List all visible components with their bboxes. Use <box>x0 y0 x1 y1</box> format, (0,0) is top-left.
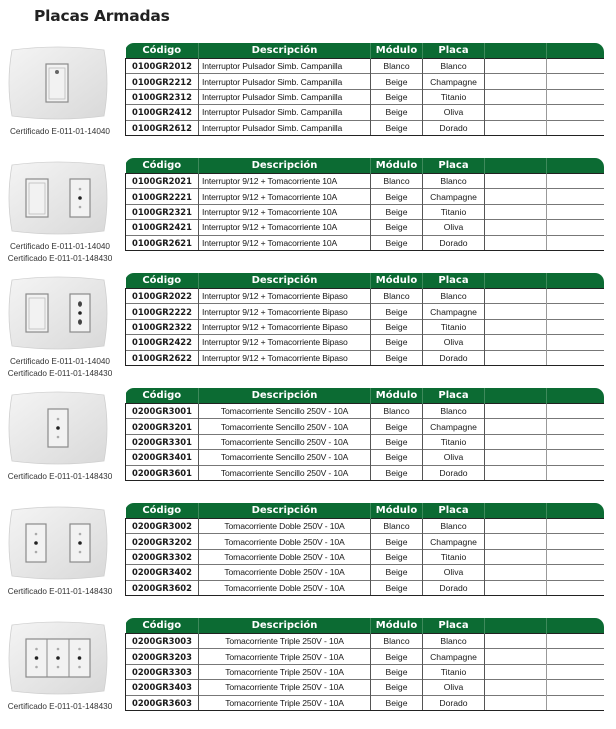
header-modulo: Módulo <box>371 388 423 404</box>
switch-plate-bell-pushbutton-icon <box>6 44 110 122</box>
table-row <box>126 174 605 189</box>
cell-blank <box>547 235 605 250</box>
table-row <box>126 565 605 580</box>
cell-placa: Oliva <box>423 680 485 695</box>
cell-descripcion: Tomacorriente Triple 250V - 10A <box>199 634 371 649</box>
cell-blank <box>547 335 605 350</box>
cell-blank <box>547 174 605 189</box>
cell-blank <box>485 89 547 104</box>
product-section <box>0 40 616 152</box>
cell-blank <box>485 174 547 189</box>
cell-blank <box>485 519 547 534</box>
cell-codigo: 0200GR3202 <box>126 534 199 549</box>
cell-codigo: 0100GR2622 <box>126 350 199 365</box>
cell-descripcion: Interruptor 9/12 + Tomacorriente 10A <box>199 174 371 189</box>
cell-blank <box>547 549 605 564</box>
cell-descripcion: Interruptor 9/12 + Tomacorriente 10A <box>199 189 371 204</box>
cell-codigo: 0100GR2022 <box>126 289 199 304</box>
header-blank-1 <box>485 618 547 634</box>
cell-blank <box>547 350 605 365</box>
table-row <box>126 404 605 419</box>
product-table <box>125 503 604 596</box>
cell-codigo: 0200GR3301 <box>126 434 199 449</box>
header-modulo: Módulo <box>371 158 423 174</box>
cell-placa: Blanco <box>423 519 485 534</box>
cell-modulo: Beige <box>371 204 423 219</box>
header-codigo: Código <box>126 158 199 174</box>
cell-blank <box>547 534 605 549</box>
cell-placa: Dorado <box>423 695 485 710</box>
cell-placa: Oliva <box>423 450 485 465</box>
certificate-label: Certificado E-011-01-148430 <box>7 702 113 711</box>
table-row <box>126 235 605 250</box>
cell-blank <box>485 120 547 135</box>
table-row <box>126 304 605 319</box>
header-descripcion: Descripción <box>199 388 371 404</box>
header-codigo: Código <box>126 618 199 634</box>
header-blank-1 <box>485 273 547 289</box>
cell-blank <box>547 89 605 104</box>
product-section <box>0 385 616 497</box>
cell-placa: Dorado <box>423 580 485 595</box>
cell-placa: Oliva <box>423 220 485 235</box>
cell-descripcion: Interruptor 9/12 + Tomacorriente Bipaso <box>199 304 371 319</box>
cell-codigo: 0100GR2321 <box>126 204 199 219</box>
cell-blank <box>485 534 547 549</box>
cell-modulo: Blanco <box>371 634 423 649</box>
cell-modulo: Beige <box>371 235 423 250</box>
cell-codigo: 0200GR3201 <box>126 419 199 434</box>
cell-blank <box>547 649 605 664</box>
cell-blank <box>485 289 547 304</box>
cell-descripcion: Interruptor 9/12 + Tomacorriente 10A <box>199 220 371 235</box>
cell-descripcion: Tomacorriente Doble 250V - 10A <box>199 549 371 564</box>
header-descripcion: Descripción <box>199 43 371 59</box>
cell-descripcion: Tomacorriente Triple 250V - 10A <box>199 695 371 710</box>
triple-outlet-plate-icon <box>6 619 110 697</box>
product-table <box>125 618 604 711</box>
cell-placa: Titanio <box>423 319 485 334</box>
cell-modulo: Beige <box>371 664 423 679</box>
table-row <box>126 549 605 564</box>
certificate-label: Certificado E-011-01-148430 <box>7 472 113 481</box>
table-row <box>126 634 605 649</box>
cell-blank <box>485 319 547 334</box>
header-modulo: Módulo <box>371 273 423 289</box>
table-row <box>126 450 605 465</box>
header-modulo: Módulo <box>371 503 423 519</box>
cell-codigo: 0200GR3302 <box>126 549 199 564</box>
product-section <box>0 615 616 727</box>
cell-blank <box>547 565 605 580</box>
cell-codigo: 0100GR2612 <box>126 120 199 135</box>
cell-blank <box>485 235 547 250</box>
cell-placa: Dorado <box>423 350 485 365</box>
cell-modulo: Beige <box>371 434 423 449</box>
cell-placa: Oliva <box>423 105 485 120</box>
table-row <box>126 519 605 534</box>
cell-blank <box>485 350 547 365</box>
cell-codigo: 0200GR3403 <box>126 680 199 695</box>
table-row <box>126 649 605 664</box>
cell-modulo: Beige <box>371 534 423 549</box>
cell-codigo: 0100GR2412 <box>126 105 199 120</box>
cell-descripcion: Interruptor 9/12 + Tomacorriente Bipaso <box>199 335 371 350</box>
header-descripcion: Descripción <box>199 618 371 634</box>
cell-modulo: Beige <box>371 580 423 595</box>
header-descripcion: Descripción <box>199 273 371 289</box>
table-row <box>126 580 605 595</box>
cell-blank <box>547 74 605 89</box>
cell-codigo: 0200GR3001 <box>126 404 199 419</box>
cell-placa: Dorado <box>423 120 485 135</box>
cell-codigo: 0200GR3401 <box>126 450 199 465</box>
cell-blank <box>485 304 547 319</box>
cell-blank <box>485 465 547 480</box>
cell-codigo: 0200GR3002 <box>126 519 199 534</box>
table-row <box>126 204 605 219</box>
table-row <box>126 189 605 204</box>
cell-descripcion: Interruptor Pulsador Simb. Campanilla <box>199 105 371 120</box>
cell-blank <box>547 465 605 480</box>
product-table <box>125 158 604 251</box>
cell-placa: Blanco <box>423 634 485 649</box>
cell-blank <box>547 59 605 74</box>
cell-modulo: Beige <box>371 335 423 350</box>
cell-blank <box>485 634 547 649</box>
cell-codigo: 0100GR2012 <box>126 59 199 74</box>
cell-modulo: Beige <box>371 350 423 365</box>
cell-codigo: 0200GR3603 <box>126 695 199 710</box>
cell-descripcion: Tomacorriente Sencillo 250V - 10A <box>199 450 371 465</box>
switch-plus-outlet-10a-icon <box>6 159 110 237</box>
page-title: Placas Armadas <box>34 7 170 25</box>
cell-descripcion: Interruptor 9/12 + Tomacorriente 10A <box>199 235 371 250</box>
cell-codigo: 0100GR2422 <box>126 335 199 350</box>
cell-modulo: Beige <box>371 695 423 710</box>
cell-blank <box>485 59 547 74</box>
cell-blank <box>485 335 547 350</box>
cell-codigo: 0100GR2222 <box>126 304 199 319</box>
cell-codigo: 0200GR3303 <box>126 664 199 679</box>
table-header-row <box>126 43 605 59</box>
table-row <box>126 434 605 449</box>
cell-modulo: Beige <box>371 465 423 480</box>
cell-blank <box>485 580 547 595</box>
table-row <box>126 89 605 104</box>
product-table <box>125 388 604 481</box>
switch-plus-bipaso-outlet-icon <box>6 274 110 352</box>
product-section <box>0 500 616 612</box>
header-blank-2 <box>547 618 605 634</box>
cell-placa: Champagne <box>423 74 485 89</box>
cell-blank <box>547 404 605 419</box>
cell-descripcion: Tomacorriente Triple 250V - 10A <box>199 649 371 664</box>
cell-blank <box>485 649 547 664</box>
cell-blank <box>547 319 605 334</box>
table-row <box>126 319 605 334</box>
cell-blank <box>547 204 605 219</box>
cell-blank <box>547 580 605 595</box>
cell-blank <box>485 220 547 235</box>
cell-codigo: 0100GR2021 <box>126 174 199 189</box>
cell-descripcion: Tomacorriente Doble 250V - 10A <box>199 565 371 580</box>
cell-descripcion: Tomacorriente Sencillo 250V - 10A <box>199 419 371 434</box>
cell-placa: Titanio <box>423 549 485 564</box>
header-placa: Placa <box>423 273 485 289</box>
header-placa: Placa <box>423 618 485 634</box>
cell-descripcion: Interruptor 9/12 + Tomacorriente Bipaso <box>199 319 371 334</box>
cell-codigo: 0200GR3601 <box>126 465 199 480</box>
cell-blank <box>485 549 547 564</box>
cell-descripcion: Tomacorriente Doble 250V - 10A <box>199 534 371 549</box>
cell-descripcion: Interruptor Pulsador Simb. Campanilla <box>199 120 371 135</box>
cell-blank <box>547 120 605 135</box>
table-row <box>126 664 605 679</box>
cell-codigo: 0100GR2621 <box>126 235 199 250</box>
table-row <box>126 350 605 365</box>
certificate-label: Certificado E-011-01-14040 <box>10 357 110 366</box>
header-descripcion: Descripción <box>199 503 371 519</box>
cell-placa: Champagne <box>423 419 485 434</box>
single-outlet-plate-icon <box>6 389 110 467</box>
cell-blank <box>485 404 547 419</box>
header-modulo: Módulo <box>371 618 423 634</box>
header-placa: Placa <box>423 503 485 519</box>
cell-modulo: Beige <box>371 120 423 135</box>
header-blank-2 <box>547 388 605 404</box>
cell-blank <box>485 450 547 465</box>
cell-blank <box>547 304 605 319</box>
certificate-label: Certificado E-011-01-14040 <box>10 242 110 251</box>
cell-codigo: 0200GR3203 <box>126 649 199 664</box>
product-section <box>0 155 616 267</box>
cell-descripcion: Tomacorriente Doble 250V - 10A <box>199 519 371 534</box>
certificate-label: Certificado E-011-01-148430 <box>7 587 113 596</box>
cell-blank <box>547 450 605 465</box>
header-blank-1 <box>485 503 547 519</box>
cell-descripcion: Interruptor Pulsador Simb. Campanilla <box>199 59 371 74</box>
table-row <box>126 465 605 480</box>
cell-placa: Champagne <box>423 304 485 319</box>
cell-placa: Oliva <box>423 565 485 580</box>
cell-codigo: 0100GR2421 <box>126 220 199 235</box>
cell-blank <box>547 220 605 235</box>
cell-modulo: Beige <box>371 565 423 580</box>
header-blank-2 <box>547 503 605 519</box>
table-row <box>126 74 605 89</box>
cell-blank <box>547 289 605 304</box>
certificate-label: Certificado E-011-01-148430 <box>7 254 113 263</box>
table-row <box>126 120 605 135</box>
cell-blank <box>547 680 605 695</box>
cell-blank <box>485 189 547 204</box>
cell-blank <box>485 664 547 679</box>
cell-placa: Blanco <box>423 174 485 189</box>
cell-placa: Champagne <box>423 189 485 204</box>
header-blank-2 <box>547 158 605 174</box>
cell-blank <box>485 680 547 695</box>
cell-modulo: Beige <box>371 649 423 664</box>
header-codigo: Código <box>126 503 199 519</box>
cell-modulo: Blanco <box>371 174 423 189</box>
cell-placa: Titanio <box>423 89 485 104</box>
header-blank-1 <box>485 43 547 59</box>
cell-blank <box>547 434 605 449</box>
cell-placa: Oliva <box>423 335 485 350</box>
cell-codigo: 0200GR3402 <box>126 565 199 580</box>
cell-descripcion: Interruptor 9/12 + Tomacorriente Bipaso <box>199 350 371 365</box>
header-placa: Placa <box>423 43 485 59</box>
cell-codigo: 0100GR2221 <box>126 189 199 204</box>
header-codigo: Código <box>126 273 199 289</box>
cell-blank <box>485 419 547 434</box>
header-descripcion: Descripción <box>199 158 371 174</box>
cell-blank <box>485 204 547 219</box>
cell-blank <box>485 105 547 120</box>
cell-modulo: Beige <box>371 89 423 104</box>
cell-codigo: 0200GR3003 <box>126 634 199 649</box>
cell-blank <box>547 664 605 679</box>
certificate-label: Certificado E-011-01-148430 <box>7 369 113 378</box>
cell-blank <box>485 565 547 580</box>
cell-modulo: Beige <box>371 105 423 120</box>
cell-blank <box>485 434 547 449</box>
header-blank-1 <box>485 388 547 404</box>
cell-descripcion: Tomacorriente Triple 250V - 10A <box>199 680 371 695</box>
cell-blank <box>547 634 605 649</box>
certificate-label: Certificado E-011-01-14040 <box>10 127 110 136</box>
cell-modulo: Beige <box>371 74 423 89</box>
header-placa: Placa <box>423 158 485 174</box>
cell-modulo: Beige <box>371 189 423 204</box>
table-header-row <box>126 618 605 634</box>
table-row <box>126 289 605 304</box>
header-blank-2 <box>547 43 605 59</box>
cell-blank <box>547 105 605 120</box>
cell-blank <box>547 189 605 204</box>
product-table <box>125 273 604 366</box>
table-header-row <box>126 158 605 174</box>
table-row <box>126 534 605 549</box>
cell-modulo: Beige <box>371 419 423 434</box>
cell-blank <box>547 695 605 710</box>
cell-codigo: 0100GR2212 <box>126 74 199 89</box>
cell-modulo: Beige <box>371 450 423 465</box>
cell-descripcion: Interruptor 9/12 + Tomacorriente Bipaso <box>199 289 371 304</box>
header-codigo: Código <box>126 43 199 59</box>
table-row <box>126 680 605 695</box>
cell-placa: Champagne <box>423 649 485 664</box>
cell-placa: Titanio <box>423 204 485 219</box>
cell-placa: Titanio <box>423 664 485 679</box>
cell-descripcion: Interruptor 9/12 + Tomacorriente 10A <box>199 204 371 219</box>
cell-placa: Blanco <box>423 289 485 304</box>
cell-blank <box>485 74 547 89</box>
table-row <box>126 335 605 350</box>
cell-descripcion: Interruptor Pulsador Simb. Campanilla <box>199 89 371 104</box>
double-outlet-plate-icon <box>6 504 110 582</box>
cell-modulo: Blanco <box>371 519 423 534</box>
table-row <box>126 59 605 74</box>
product-table <box>125 43 604 136</box>
cell-codigo: 0200GR3602 <box>126 580 199 595</box>
cell-placa: Titanio <box>423 434 485 449</box>
header-codigo: Código <box>126 388 199 404</box>
header-placa: Placa <box>423 388 485 404</box>
cell-placa: Dorado <box>423 235 485 250</box>
table-header-row <box>126 273 605 289</box>
cell-descripcion: Interruptor Pulsador Simb. Campanilla <box>199 74 371 89</box>
cell-blank <box>485 695 547 710</box>
cell-placa: Champagne <box>423 534 485 549</box>
table-row <box>126 695 605 710</box>
header-blank-2 <box>547 273 605 289</box>
cell-blank <box>547 519 605 534</box>
table-row <box>126 419 605 434</box>
table-header-row <box>126 503 605 519</box>
cell-placa: Blanco <box>423 59 485 74</box>
cell-modulo: Beige <box>371 220 423 235</box>
cell-codigo: 0100GR2312 <box>126 89 199 104</box>
cell-descripcion: Tomacorriente Sencillo 250V - 10A <box>199 404 371 419</box>
cell-modulo: Beige <box>371 680 423 695</box>
cell-descripcion: Tomacorriente Triple 250V - 10A <box>199 664 371 679</box>
cell-modulo: Beige <box>371 304 423 319</box>
cell-descripcion: Tomacorriente Doble 250V - 10A <box>199 580 371 595</box>
header-modulo: Módulo <box>371 43 423 59</box>
cell-placa: Dorado <box>423 465 485 480</box>
table-header-row <box>126 388 605 404</box>
cell-modulo: Blanco <box>371 289 423 304</box>
cell-modulo: Blanco <box>371 404 423 419</box>
product-section <box>0 270 616 382</box>
cell-placa: Blanco <box>423 404 485 419</box>
header-blank-1 <box>485 158 547 174</box>
cell-descripcion: Tomacorriente Sencillo 250V - 10A <box>199 434 371 449</box>
cell-modulo: Beige <box>371 549 423 564</box>
cell-blank <box>547 419 605 434</box>
table-row <box>126 105 605 120</box>
cell-modulo: Beige <box>371 319 423 334</box>
cell-descripcion: Tomacorriente Sencillo 250V - 10A <box>199 465 371 480</box>
cell-codigo: 0100GR2322 <box>126 319 199 334</box>
table-row <box>126 220 605 235</box>
cell-modulo: Blanco <box>371 59 423 74</box>
